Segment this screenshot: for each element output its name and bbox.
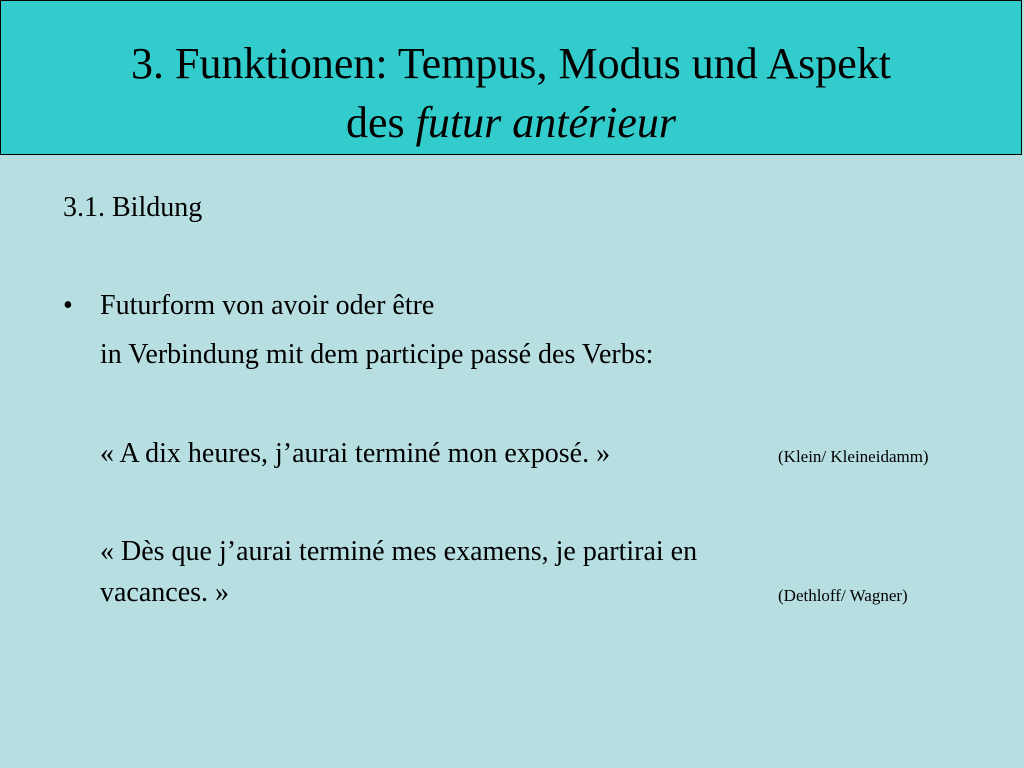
example-1-source: (Klein/ Kleineidamm) (778, 447, 929, 466)
slide-title-line-2 (1, 97, 1021, 149)
example-1-text: « A dix heures, j’aurai terminé mon exposé. » (100, 438, 611, 469)
example-2-text-line-2: vacances. » (100, 577, 230, 608)
bullet-line-1: Futurform von avoir oder être (100, 290, 435, 321)
slide-title-line-1: 3. Funktionen: Tempus, Modus und Aspekt (130, 39, 892, 88)
bullet-line-2: in Verbindung mit dem participe passé des Verbs: (100, 339, 654, 370)
example-2-text-line-1: « Dès que j’aurai terminé mes examens, je partirai en (100, 536, 698, 567)
slide-title-italic: futur antérieur (415, 98, 676, 147)
slide-title-box (0, 0, 1022, 155)
example-2-source: (Dethloff/ Wagner) (778, 586, 908, 605)
slide-title-prefix: des (346, 98, 405, 147)
bullet-marker: • (63, 290, 73, 321)
section-heading: 3.1. Bildung (63, 192, 203, 223)
